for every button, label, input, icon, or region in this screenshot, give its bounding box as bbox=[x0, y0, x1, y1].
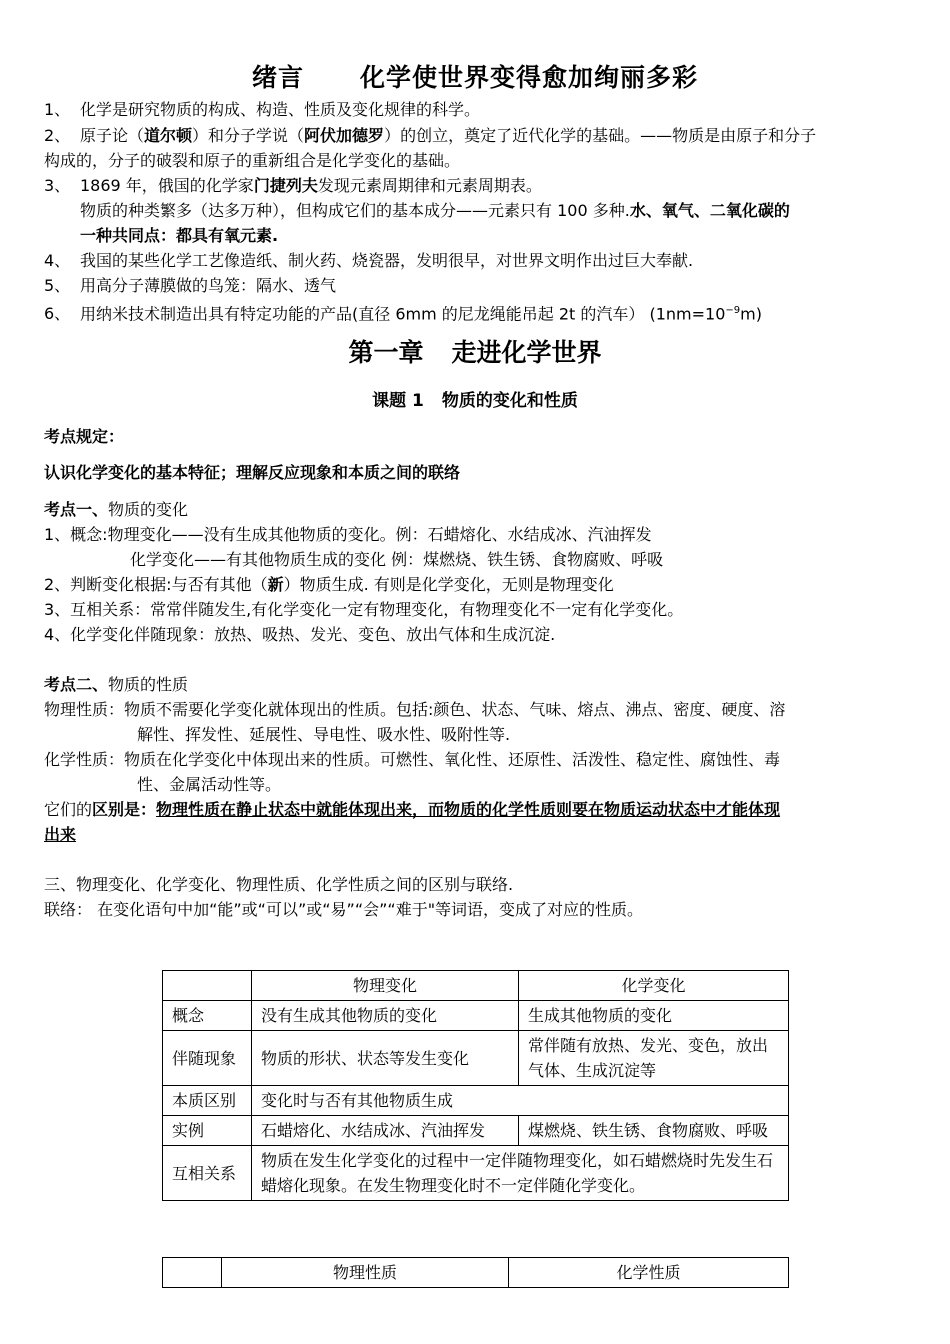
difference-line: 它们的区别是：物理性质在静止状态中就能体现出来，而物质的化学性质则要在物质运动状态中才能体现 bbox=[44, 800, 781, 819]
intro-item-3-note-cont: 一种共同点：都具有氧元素. bbox=[80, 226, 279, 245]
point-1-heading: 考点一、物质的变化 bbox=[44, 500, 189, 519]
intro-title bbox=[0, 58, 950, 94]
physical-property-cont: 解性、挥发性、延展性、导电性、吸水性、吸附性等. bbox=[137, 725, 511, 744]
intro-item-3-note: 物质的种类繁多（达多万种），但构成它们的基本成分——元素只有 100 多种.水、氧气、二氧化碳的 bbox=[80, 201, 790, 220]
intro-item-1: 1、 化学是研究物质的构成、构造、性质及变化规律的科学。 bbox=[44, 100, 481, 119]
intro-title-main: 化学使世界变得愈加绚丽多彩 bbox=[360, 63, 699, 92]
intro-item-4: 4、 我国的某些化学工艺像造纸、制火药、烧瓷器，发明很早，对世界文明作出过巨大奉献. bbox=[44, 251, 694, 270]
physical-property-line: 物理性质：物质不需要化学变化就体现出的性质。包括:颜色、状态、气味、熔点、沸点、密度、硬度、溶 bbox=[44, 700, 786, 719]
lesson-title: 课题 1 物质的变化和性质 bbox=[372, 391, 578, 411]
table-row: 概念 没有生成其他物质的变化 生成其他物质的变化 bbox=[163, 1001, 789, 1031]
section-3-link: 联络： 在变化语句中加“能”或“可以”或“易”“会”“难于"等词语，变成了对应的性质。 bbox=[44, 900, 644, 919]
property-comparison-table bbox=[162, 1257, 789, 1288]
intro-item-2-cont: 构成的，分子的破裂和原子的重新组合是化学变化的基础。 bbox=[44, 151, 461, 170]
chapter-title: 第一章 走进化学世界 bbox=[348, 338, 602, 367]
point-1-line-1: 1、概念:物理变化——没有生成其他物质的变化。例：石蜡熔化、水结成冰、汽油挥发 bbox=[44, 525, 652, 544]
change-comparison-table bbox=[162, 970, 789, 1201]
point-2-heading: 考点二、物质的性质 bbox=[44, 675, 189, 694]
chemical-property-line: 化学性质：物质在化学变化中体现出来的性质。可燃性、氧化性、还原性、活泼性、稳定性、腐蚀性、毒 bbox=[44, 750, 781, 769]
table-row: 互相关系 物质在发生化学变化的过程中一定伴随物理变化，如石蜡燃烧时先发生石蜡熔化现象。在发生物理变化时不一定伴随化学变化。 bbox=[163, 1146, 789, 1201]
table-row: 实例 石蜡熔化、水结成冰、汽油挥发 煤燃烧、铁生锈、食物腐败、呼吸 bbox=[163, 1116, 789, 1146]
table-row: 本质区别 变化时与否有其他物质生成 bbox=[163, 1086, 789, 1116]
intro-item-3: 3、 1869 年，俄国的化学家门捷列夫发现元素周期律和元素周期表。 bbox=[44, 176, 542, 195]
difference-line-cont: 出来 bbox=[44, 825, 77, 844]
point-1-line-3: 3、互相关系：常常伴随发生,有化学变化一定有物理变化，有物理变化不一定有化学变化。 bbox=[44, 600, 684, 619]
section-3-heading: 三、物理变化、化学变化、物理性质、化学性质之间的区别与联络. bbox=[44, 875, 514, 894]
point-1-line-1b: 化学变化——有其他物质生成的变化 例：煤燃烧、铁生锈、食物腐败、呼吸 bbox=[130, 550, 664, 569]
table-header-row: 物理性质 化学性质 bbox=[163, 1258, 789, 1288]
exam-points-label: 考点规定： bbox=[44, 427, 125, 446]
point-1-line-4: 4、化学变化伴随现象：放热、吸热、发光、变色、放出气体和生成沉淀. bbox=[44, 625, 556, 644]
intro-item-2: 2、 原子论（道尔顿）和分子学说（阿伏加德罗）的创立，奠定了近代化学的基础。——物质是由原子和分子 bbox=[44, 126, 817, 145]
table-header-row: 物理变化 化学变化 bbox=[163, 971, 789, 1001]
intro-item-5: 5、 用高分子薄膜做的鸟笼：隔水、透气 bbox=[44, 276, 337, 295]
point-1-line-2: 2、判断变化根据:与否有其他（新）物质生成. 有则是化学变化，无则是物理变化 bbox=[44, 575, 614, 594]
exam-requirement: 认识化学变化的基本特征；理解反应现象和本质之间的联络 bbox=[44, 463, 461, 482]
intro-item-6: 6、 用纳米技术制造出具有特定功能的产品(直径 6mm 的尼龙绳能吊起 2t 的汽车） $(1nm=10^{-9}m)$ bbox=[44, 304, 762, 324]
intro-title-prefix: 绪言 bbox=[251, 63, 304, 92]
chemical-property-cont: 性、金属活动性等。 bbox=[137, 775, 282, 794]
table-row: 伴随现象 物质的形状、状态等发生变化 常伴随有放热、发光、变色，放出气体、生成沉淀等 bbox=[163, 1031, 789, 1086]
